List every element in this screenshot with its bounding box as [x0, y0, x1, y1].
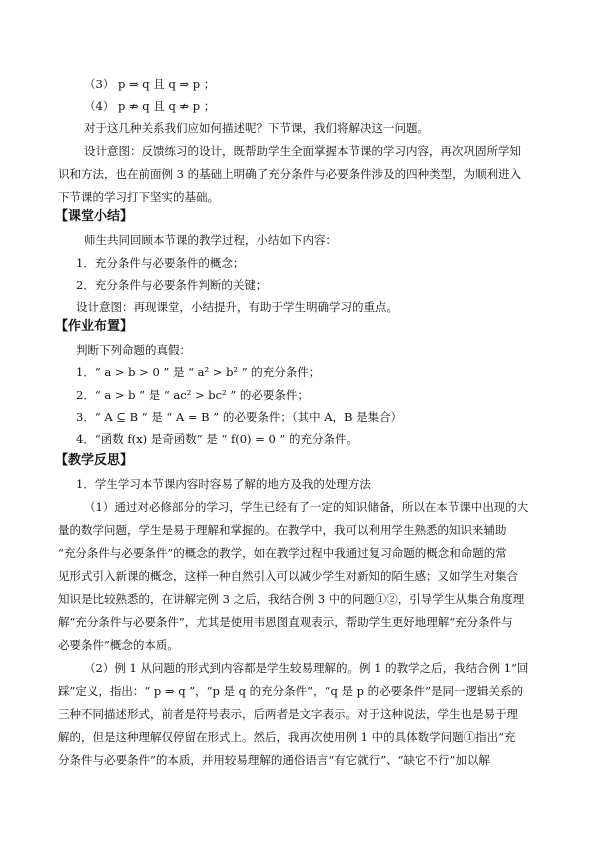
text-line: 识和方法，也在前面例 3 的基础上明确了充分条件与必要条件涉及的四种类型，为顺利进入: [58, 167, 522, 181]
section-heading-reflection: 【教学反思】: [55, 453, 134, 468]
text-line: 设计意图：再现课堂，小结提升，有助于学生明确学习的重点。: [76, 300, 398, 314]
text-line: 知识是比较熟悉的，在讲解完例 3 之后，我结合例 3 中的问题①②，引导学生从集合角度理: [58, 592, 525, 606]
text-line: （1）通过对必修部分的学习，学生已经有了一定的知识储备，所以在本节课中出现的大: [84, 500, 529, 514]
text-line: 判断下列命题的真假：: [76, 343, 191, 357]
text-line: “充分条件与必要条件”的概念的教学，如在教学过程中我通过复习命题的概念和命题的常: [58, 546, 507, 560]
section-heading-summary: 【课堂小结】: [55, 209, 134, 224]
text-line: 三种不同描述形式，前者是符号表示，后两者是文字表示。对于这种说法，学生也是易于理: [58, 707, 518, 721]
text-line: 解“充分条件与必要条件”，尤其是使用韦恩图直观表示，帮助学生更好地理解“充分条件与: [58, 615, 513, 629]
list-item: 1．充分条件与必要条件的概念；: [76, 256, 245, 270]
list-item: 2．充分条件与必要条件判断的关键；: [76, 278, 268, 292]
section-heading-homework: 【作业布置】: [55, 319, 134, 334]
text-line: 踩”定义，指出：“ p ⇒ q ”，“p 是 q 的充分条件”，“q 是 p 的必要条件”是同一逻辑关系的: [58, 684, 524, 698]
text-line: （3） p ⇒ q 且 q ⇒ p ；: [84, 77, 216, 91]
text-line: 设计意图：反馈练习的设计，既帮助学生全面掌握本节课的学习内容，再次巩固所学知: [84, 144, 521, 158]
text-line: （4） p ⇏ q 且 q ⇏ p ；: [84, 99, 216, 113]
text-line: 见形式引入新课的概念，这样一种自然引入可以减少学生对新知的陌生感；又如学生对集合: [58, 569, 518, 583]
text-line: 解的，但是这种理解仅停留在形式上。然后，我再次使用例 1 中的具体数学问题①指出“充: [58, 730, 516, 744]
list-item: 2．“ a > b ” 是 “ ac² > bc² ” 的必要条件；: [76, 388, 309, 402]
text-line: 下节课的学习打下坚实的基础。: [58, 190, 219, 204]
text-line: 对于这几种关系我们应如何描述呢？下节课，我们将解决这一问题。: [84, 121, 429, 135]
list-item: 3．“ A ⊆ B ” 是 “ A = B ” 的必要条件；（其中 A，B 是集合）: [76, 410, 403, 424]
text-line: 分条件与必要条件”的本质，并用较易理解的通俗语言“有它就行”、“缺它不行”加以解: [58, 753, 490, 767]
text-line: 必要条件”概念的本质。: [58, 638, 179, 652]
text-line: 师生共同回顾本节课的教学过程，小结如下内容：: [84, 233, 337, 247]
list-item: 1．“ a > b > 0 ” 是 “ a² > b² ” 的充分条件；: [76, 365, 321, 379]
text-line: 量的数学问题，学生是易于理解和掌握的。在教学中，我可以利用学生熟悉的知识来辅助: [58, 523, 507, 537]
text-line: 1．学生学习本节课内容时容易了解的地方及我的处理方法: [76, 477, 371, 491]
text-line: （2）例 1 从问题的形式到内容都是学生较易理解的。例 1 的教学之后，我结合例 1“回: [84, 661, 529, 675]
list-item: 4．“函数 f(x) 是奇函数” 是 “ f(0) = 0 ” 的充分条件。: [76, 432, 358, 446]
